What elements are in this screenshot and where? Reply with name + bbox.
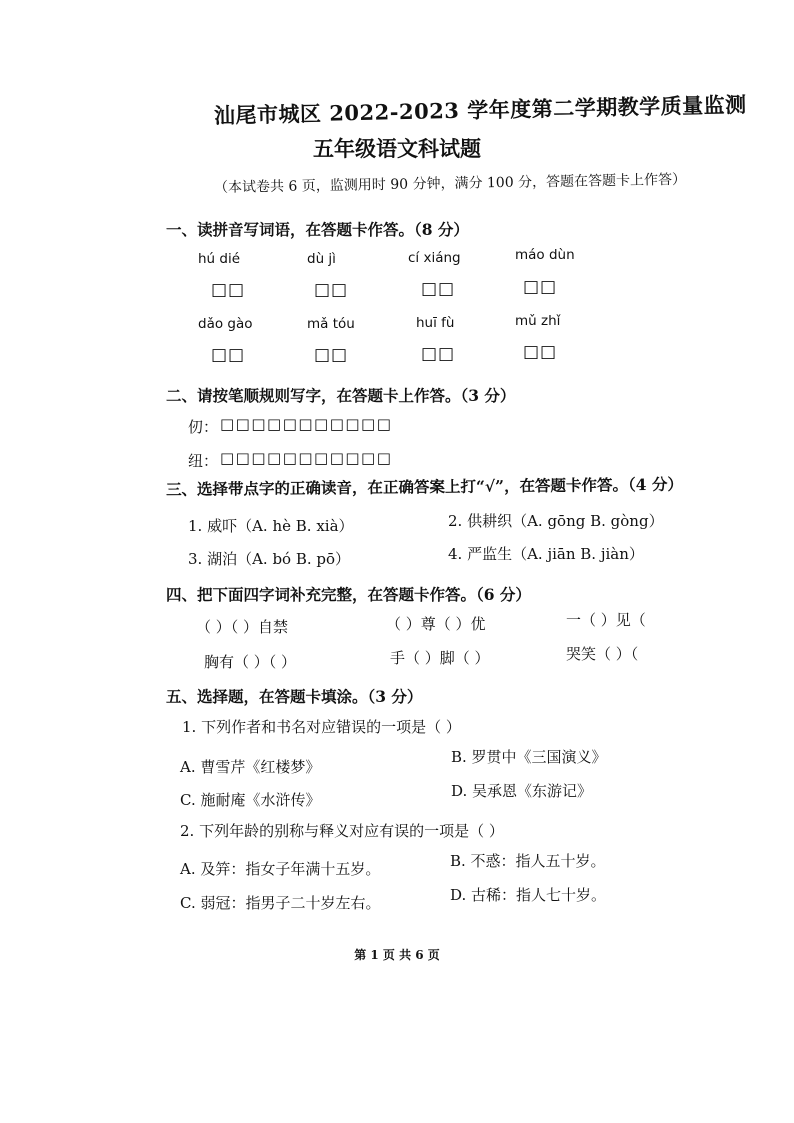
q2-option-c: C. 弱冠：指男子二十岁左右。 [180, 894, 381, 912]
q1-option-b: B. 罗贯中《三国演义》 [451, 748, 607, 766]
q2-option-b: B. 不惑：指人五十岁。 [450, 852, 606, 870]
section2-heading: 二、请按笔顺规则写字，在答题卡上作答。（3 分） [166, 386, 516, 405]
question-1-stem: 1. 下列作者和书名对应错误的一项是（ ） [182, 718, 461, 736]
pinyin-3: cí xiáng [408, 250, 461, 266]
idiom-5: 手（ ）脚（ ） [390, 649, 490, 667]
section1-heading: 一、读拼音写词语，在答题卡作答。（8 分） [166, 220, 469, 239]
q1-option-c: C. 施耐庵《水浒传》 [180, 791, 321, 809]
q2-option-a: A. 及笄：指女子年满十五岁。 [180, 860, 381, 878]
pinyin-4: máo dùn [515, 247, 575, 263]
question-2-stem: 2. 下列年龄的别称与释义对应有误的一项是（ ） [180, 822, 504, 840]
pinyin-2: dù jì [307, 251, 336, 267]
idiom-1: （ ）（ ）自禁 [196, 618, 289, 636]
exam-subtitle: 五年级语文科试题 [313, 136, 481, 161]
answer-boxes-4: □□ [523, 277, 558, 297]
idiom-4: 胸有（ ）（ ） [204, 653, 297, 671]
pinyin-7: huī fù [416, 315, 455, 331]
pinyin-6: mǎ tóu [307, 316, 355, 332]
answer-boxes-7: □□ [421, 344, 456, 364]
q2-option-d: D. 古稀：指人七十岁。 [450, 886, 607, 904]
pinyin-5: dǎo gào [198, 316, 253, 332]
reading-item-2: 2. 供耕织（A. gōng B. gòng） [448, 512, 664, 530]
pinyin-8: mǔ zhǐ [515, 313, 561, 329]
answer-boxes-3: □□ [421, 279, 456, 299]
exam-title: 汕尾市城区 2022-2023 学年度第二学期教学质量监测 [213, 91, 747, 128]
idiom-3: 一（ ）见（ [566, 611, 646, 629]
answer-boxes-1: □□ [211, 280, 246, 300]
reading-item-1: 1. 威吓（A. hè B. xià） [188, 517, 354, 535]
stroke-boxes-1: □□□□□□□□□□□ [220, 415, 393, 433]
section3-heading: 三、选择带点字的正确读音，在正确答案上打“√”，在答题卡作答。（4 分） [165, 474, 684, 499]
q1-option-a: A. 曹雪芹《红楼梦》 [180, 758, 321, 776]
q1-option-d: D. 吴承恩《东游记》 [451, 782, 593, 800]
section4-heading: 四、把下面四字词补充完整，在答题卡作答。（6 分） [166, 585, 531, 604]
answer-boxes-8: □□ [523, 342, 558, 362]
reading-item-3: 3. 湖泊（A. bó B. pō） [188, 550, 351, 568]
stroke-char-1: 仞： [188, 418, 219, 436]
answer-boxes-5: □□ [211, 345, 246, 365]
page-number: 第 1 页 共 6 页 [354, 948, 440, 962]
idiom-2: （ ）尊（ ）优 [386, 615, 486, 633]
idiom-6: 哭笑（ ）（ [566, 645, 639, 663]
exam-note: （本试卷共 6 页，监测用时 90 分钟，满分 100 分，答题在答题卡上作答） [213, 171, 687, 196]
answer-boxes-2: □□ [314, 280, 349, 300]
answer-boxes-6: □□ [314, 345, 349, 365]
stroke-char-2: 纽： [188, 452, 219, 470]
stroke-boxes-2: □□□□□□□□□□□ [220, 449, 393, 467]
reading-item-4: 4. 严监生（A. jiān B. jiàn） [448, 545, 644, 563]
pinyin-1: hú dié [198, 251, 241, 267]
section5-heading: 五、选择题，在答题卡填涂。（3 分） [166, 687, 423, 706]
